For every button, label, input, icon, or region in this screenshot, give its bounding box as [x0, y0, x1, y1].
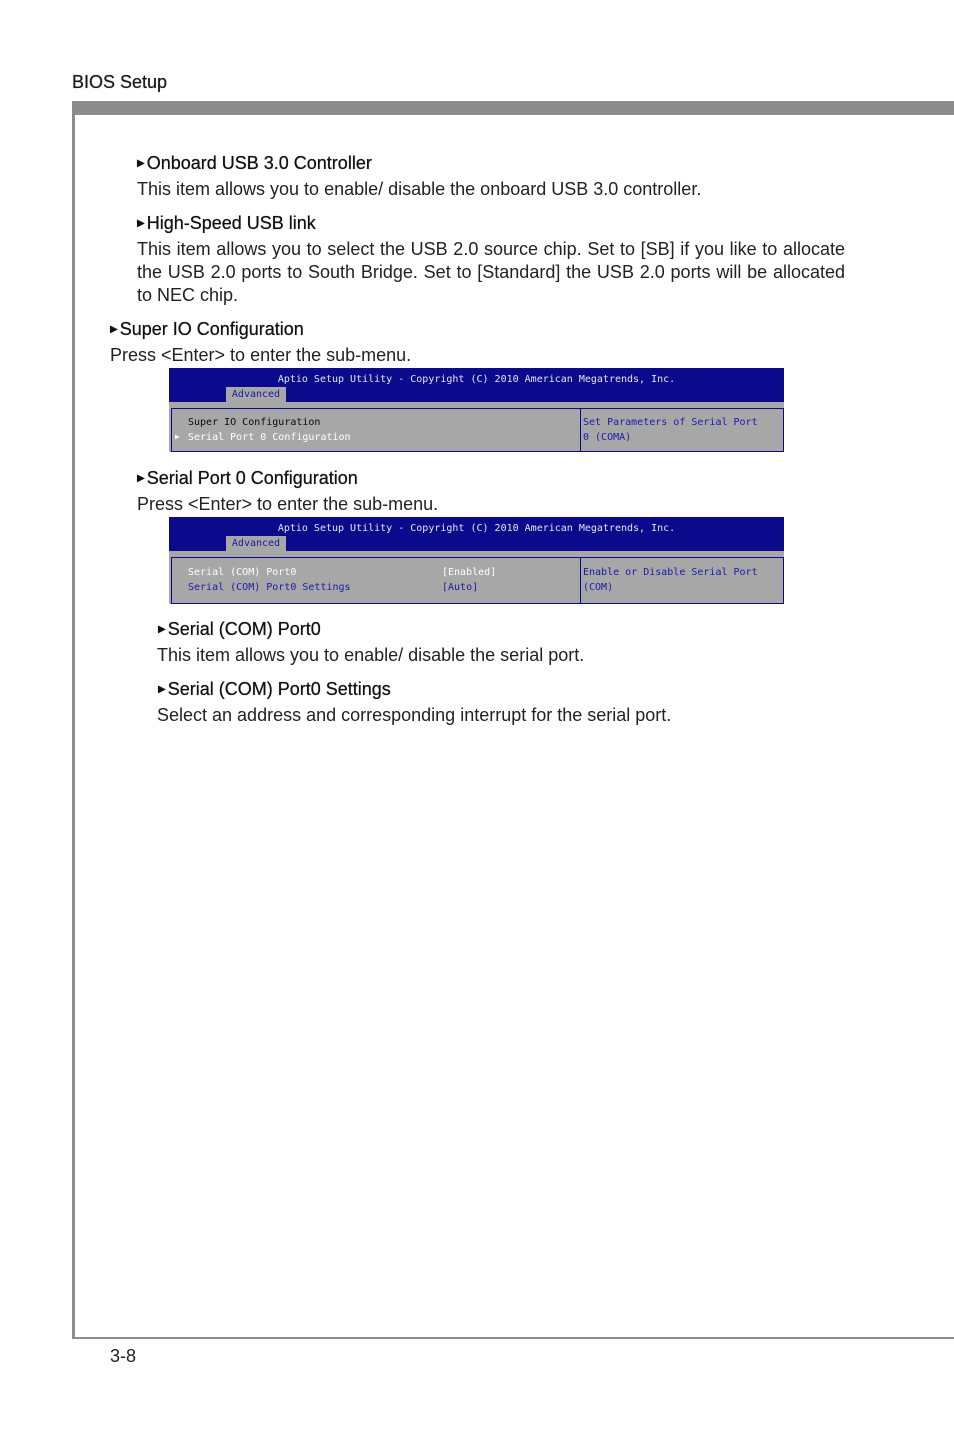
section-heading-text: Super IO Configuration	[119, 319, 304, 339]
bios-menu-value-selected: [Enabled]	[442, 567, 497, 578]
section-heading-serial-port-0	[137, 468, 358, 489]
bios-help-text: Set Parameters of Serial Port	[583, 417, 758, 428]
section-heading-text: Serial (COM) Port0 Settings	[167, 679, 391, 699]
bios-tab-advanced: Advanced	[226, 387, 286, 402]
page-number: 3-8	[110, 1346, 137, 1366]
bios-menu-value: [Auto]	[442, 582, 479, 593]
section-body-com-port0-settings: Select an address and corresponding interrupt for the serial port.	[157, 705, 672, 725]
section-heading-text: High-Speed USB link	[146, 213, 316, 233]
section-heading-text: Serial (COM) Port0	[167, 619, 321, 639]
frame-top-bar	[72, 101, 954, 115]
section-body-super-io: Press <Enter> to enter the sub-menu.	[110, 345, 412, 365]
bios-screenshot-super-io	[169, 368, 784, 452]
bios-menu-item: Serial (COM) Port0 Settings	[188, 582, 351, 593]
triangle-right-icon: ▶	[137, 158, 145, 169]
bios-title-text: Aptio Setup Utility - Copyright (C) 2010 American Megatrends, Inc.	[277, 523, 676, 534]
bios-menu-body	[171, 557, 784, 604]
triangle-right-icon: ▶	[137, 473, 145, 484]
bios-title-bar	[169, 517, 784, 551]
section-body-hs-usb: This item allows you to select the USB 2.0 source chip. Set to [SB] if you like to allocate the USB 2.0 ports to South Bridge. Set to [Standard] the USB 2.0 ports will be allocated to NEC chip.	[137, 239, 845, 305]
bios-help-divider	[580, 409, 581, 451]
section-heading-com-port0-settings	[158, 679, 391, 700]
bios-selector-icon: ▶	[175, 432, 180, 441]
bios-screenshot-serial-port	[169, 517, 784, 604]
bios-menu-body	[171, 408, 784, 452]
bios-tab-advanced: Advanced	[226, 536, 286, 551]
section-heading-hs-usb	[137, 213, 316, 234]
page-header-title: BIOS Setup	[72, 72, 168, 92]
bios-menu-item: Super IO Configuration	[188, 417, 321, 428]
frame-left-rule	[72, 101, 75, 1339]
frame-bottom-rule	[72, 1337, 954, 1339]
bios-help-divider	[580, 558, 581, 603]
bios-help-text: Enable or Disable Serial Port	[583, 567, 758, 578]
section-heading-super-io	[110, 319, 304, 340]
section-body-usb3: This item allows you to enable/ disable the onboard USB 3.0 controller.	[137, 179, 702, 199]
section-body-com-port0: This item allows you to enable/ disable the serial port.	[157, 645, 585, 665]
bios-title-bar	[169, 368, 784, 402]
section-heading-usb3	[137, 153, 372, 174]
bios-title-text: Aptio Setup Utility - Copyright (C) 2010 American Megatrends, Inc.	[277, 374, 676, 385]
triangle-right-icon: ▶	[158, 684, 166, 695]
triangle-right-icon: ▶	[158, 624, 166, 635]
section-body-serial-port-0: Press <Enter> to enter the sub-menu.	[137, 494, 439, 514]
section-heading-text: Onboard USB 3.0 Controller	[146, 153, 372, 173]
section-heading-text: Serial Port 0 Configuration	[146, 468, 358, 488]
bios-help-text: (COM)	[583, 582, 614, 593]
bios-menu-item-selected: Serial Port 0 Configuration	[188, 432, 351, 443]
bios-menu-item-selected: Serial (COM) Port0	[188, 567, 297, 578]
bios-help-text: 0 (COMA)	[583, 432, 632, 443]
triangle-right-icon: ▶	[110, 324, 118, 335]
section-heading-com-port0	[158, 619, 321, 640]
triangle-right-icon: ▶	[137, 218, 145, 229]
